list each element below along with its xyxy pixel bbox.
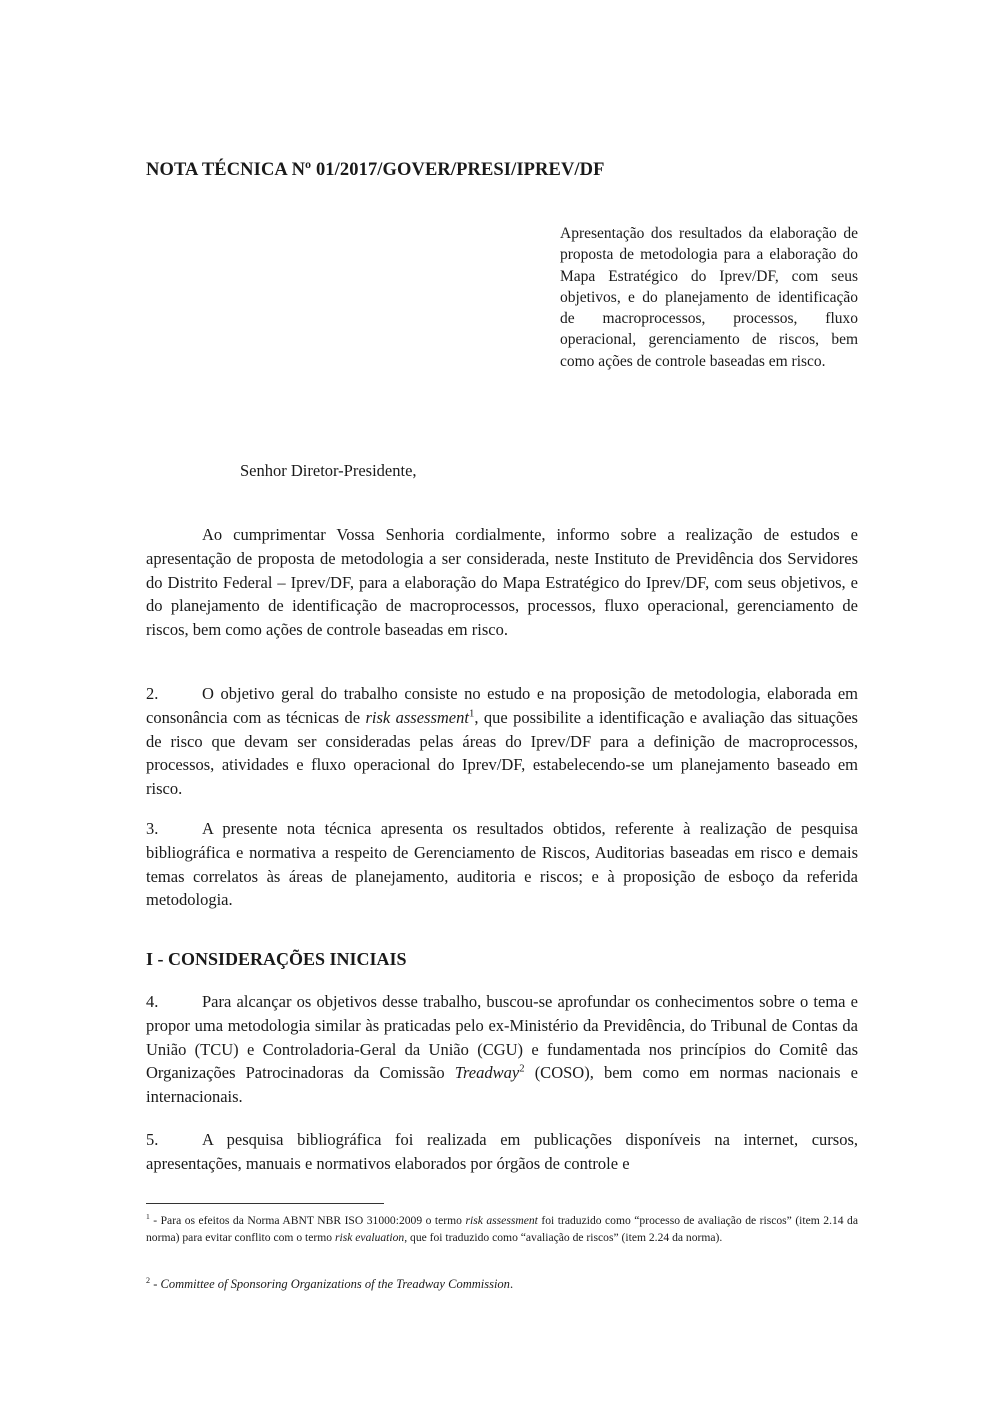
italic-term: Treadway bbox=[454, 1063, 520, 1083]
paragraph-2 bbox=[146, 682, 858, 801]
paragraph-number: 2. bbox=[146, 684, 159, 703]
ementa-summary: Apresentação dos resultados da elaboração de proposta de metodologia para a elaboração do Mapa Estratégico do Iprev/DF, com seus objetivos, e do planejamento de identificação de macroprocessos, processos, fluxo operacional, gerenciamento de riscos, bem como ações de controle baseadas em risco. bbox=[560, 225, 858, 370]
paragraph-3 bbox=[146, 817, 858, 912]
italic-term: risk evaluation bbox=[334, 1230, 405, 1244]
italic-term: risk assessment bbox=[365, 707, 469, 727]
paragraph-5 bbox=[146, 1128, 858, 1176]
footnote-mark: 2 bbox=[146, 1275, 151, 1285]
section-heading: I - CONSIDERAÇÕES INICIAIS bbox=[146, 949, 407, 969]
footnote-mark: 1 bbox=[146, 1212, 150, 1222]
paragraph-text: O objetivo geral do trabalho consiste no estudo e na proposição de metodologia, elaborada em consonância com as técnicas de bbox=[146, 684, 858, 727]
page-title: NOTA TÉCNICA Nº 01/2017/GOVER/PRESI/IPREV/DF bbox=[146, 160, 605, 180]
paragraph-number: 5. bbox=[146, 1130, 159, 1149]
footnote-2 bbox=[146, 1276, 858, 1293]
footnote-text: - Para os efeitos da Norma ABNT NBR ISO 31000:2009 o termo bbox=[149, 1214, 466, 1227]
intro-paragraph: Ao cumprimentar Vossa Senhoria cordialmente, informo sobre a realização de estudos e apresentação de proposta de metodologia a ser considerada, neste Instituto de Previdência dos Servidores do Distrito Federal – Iprev/DF, para a elaboração do Mapa Estratégico do Iprev/DF, com seus objetivos, e do planejamento de identificação de macroprocessos, processos, fluxo operacional, gerenciamento de riscos, bem como ações de controle baseadas em risco. bbox=[146, 525, 858, 640]
footnote-ref-2[interactable]: 2 bbox=[519, 1062, 525, 1075]
paragraph-text: (COSO), bem como em normas nacionais e internacionais. bbox=[146, 1063, 859, 1107]
paragraph-4 bbox=[146, 990, 858, 1109]
paragraph-text: A presente nota técnica apresenta os resultados obtidos, referente à realização de pesquisa bibliográfica e normativa a respeito de Gerenciamento de Riscos, Auditorias baseadas em risco e demais temas correlatos às áreas de planejamento, auditoria e riscos; e à proposição de esboço da referida metodologia. bbox=[146, 819, 858, 910]
footnote-separator bbox=[146, 1203, 384, 1204]
italic-term: Committee of Sponsoring Organizations of the Treadway Commission bbox=[160, 1277, 510, 1291]
footnote-1 bbox=[146, 1213, 858, 1246]
salutation: Senhor Diretor-Presidente, bbox=[240, 461, 417, 480]
footnote-text: , que foi traduzido como “avaliação de riscos” (item 2.24 da norma). bbox=[404, 1230, 723, 1244]
footnote-text: . bbox=[509, 1277, 514, 1291]
paragraph-text: A pesquisa bibliográfica foi realizada em publicações disponíveis na internet, cursos, apresentações, manuais e normativos elaborados por órgãos de controle e bbox=[146, 1130, 858, 1173]
footnote-text: foi traduzido como “processo de avaliação de riscos” (item 2.14 da norma) para evitar conflito com o termo bbox=[146, 1214, 859, 1244]
paragraph-text: , que possibilite a identificação e avaliação das situações de risco que devam ser consideradas pelas áreas do Iprev/DF para a definição de macroprocessos, processos, atividades e fluxo operacional do Iprev/DF, estabelecendo-se um planejamento baseado em risco. bbox=[146, 707, 858, 799]
italic-term: risk assessment bbox=[465, 1214, 538, 1227]
paragraph-text: Para alcançar os objetivos desse trabalho, buscou-se aprofundar os conhecimentos sobre o tema e propor uma metodologia similar às praticadas pelo ex-Ministério da Previdência, do Tribunal de Contas da União (TCU) e Controladoria-Geral da União (CGU) e fundamentada nos princípios do Comitê das Organizações Patrocinadoras da Comissão bbox=[146, 992, 858, 1083]
paragraph-number: 4. bbox=[146, 992, 159, 1011]
paragraph-number: 3. bbox=[146, 819, 159, 838]
footnote-ref-1[interactable]: 1 bbox=[468, 707, 475, 720]
footnote-text: - bbox=[150, 1277, 161, 1291]
